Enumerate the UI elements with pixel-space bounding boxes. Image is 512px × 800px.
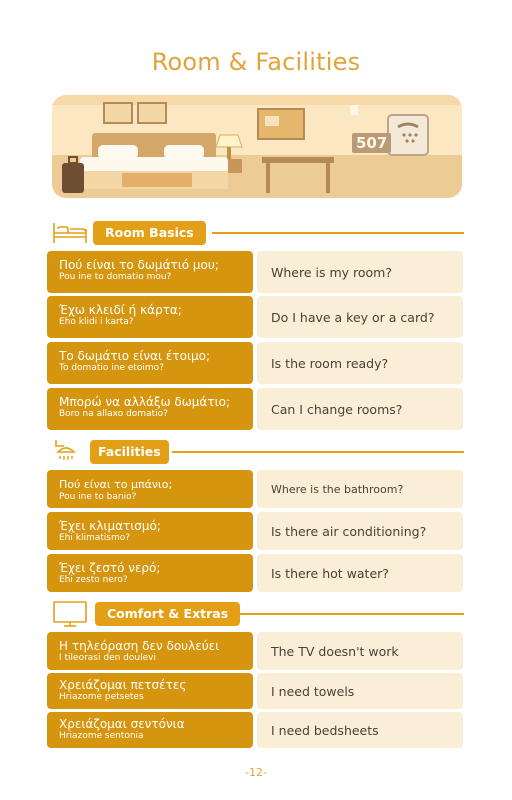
greek-phrase-cell [47,470,253,508]
greek-phrase-cell [47,512,253,550]
greek-text: Έχω κλειδί ή κάρτα; [59,303,182,317]
english-translation: Is the room ready? [257,342,463,384]
greek-phrase-cell [47,712,253,748]
section-title: Room Basics [93,221,206,245]
page-number: -12- [245,766,267,779]
english-translation: Where is my room? [257,251,463,293]
transliteration-text: Ehi zesto nero? [59,575,128,585]
greek-text: Η τηλεόραση δεν δουλεύει [59,639,220,653]
greek-text: Έχει κλιματισμό; [59,519,161,533]
transliteration-text: Eho klidi i karta? [59,317,134,327]
section-divider [234,613,464,615]
greek-text: Πού είναι το μπάνιο; [59,478,173,491]
phrase-row [47,342,463,384]
phrase-row [47,554,463,592]
greek-phrase-cell [47,632,253,670]
transliteration-text: Boro na allaxo domatio? [59,409,168,419]
english-translation: Can I change rooms? [257,388,463,430]
phrase-row [47,251,463,293]
transliteration-text: To domatio ine etoimo? [59,363,164,373]
phrase-row [47,673,463,709]
english-translation: Is there air conditioning? [257,512,463,550]
greek-phrase-cell [47,342,253,384]
page-title: Room & Facilities [151,48,361,76]
transliteration-text: Pou ine to domatio mou? [59,272,172,282]
phrase-row [47,388,463,430]
greek-text: Χρειάζομαι σεντόνια [59,717,185,731]
tv-icon [52,600,88,632]
greek-phrase-cell [47,251,253,293]
section-header-facilities [52,438,464,466]
section-divider [212,232,464,234]
section-header-comfort-extras [52,600,464,628]
transliteration-text: Hriazome sentonia [59,731,144,741]
greek-text: Το δωμάτιο είναι έτοιμο; [59,349,211,363]
room-number-sign: 507 [352,133,391,153]
english-translation: Do I have a key or a card? [257,296,463,338]
greek-text: Έχει ζεστό νερό; [59,561,161,575]
section-header-room-basics [52,219,464,247]
greek-phrase-cell [47,673,253,709]
hotel-room-illustration [52,95,462,198]
greek-phrase-cell [47,554,253,592]
phrase-row [47,296,463,338]
section-title: Comfort & Extras [95,602,240,626]
bed-icon [52,219,88,249]
section-divider [172,451,464,453]
transliteration-text: Ehi klimatismo? [59,533,131,543]
phrase-row [47,632,463,670]
english-translation: I need bedsheets [257,712,463,748]
shower-icon [52,438,82,470]
english-translation: I need towels [257,673,463,709]
transliteration-text: Pou ine to banio? [59,492,137,502]
greek-text: Μπορώ να αλλάξω δωμάτιο; [59,395,231,409]
greek-phrase-cell [47,296,253,338]
greek-phrase-cell [47,388,253,430]
section-title: Facilities [90,440,169,464]
greek-text: Πού είναι το δωμάτιό μου; [59,258,219,272]
english-translation: Where is the bathroom? [257,470,463,508]
phrase-row [47,712,463,748]
transliteration-text: I tileorasi den doulevi [59,653,156,663]
phrase-row [47,512,463,550]
english-translation: Is there hot water? [257,554,463,592]
english-translation: The TV doesn't work [257,632,463,670]
greek-text: Χρειάζομαι πετσέτες [59,678,187,692]
phrase-row [47,470,463,508]
transliteration-text: Hriazome petsetes [59,692,144,702]
